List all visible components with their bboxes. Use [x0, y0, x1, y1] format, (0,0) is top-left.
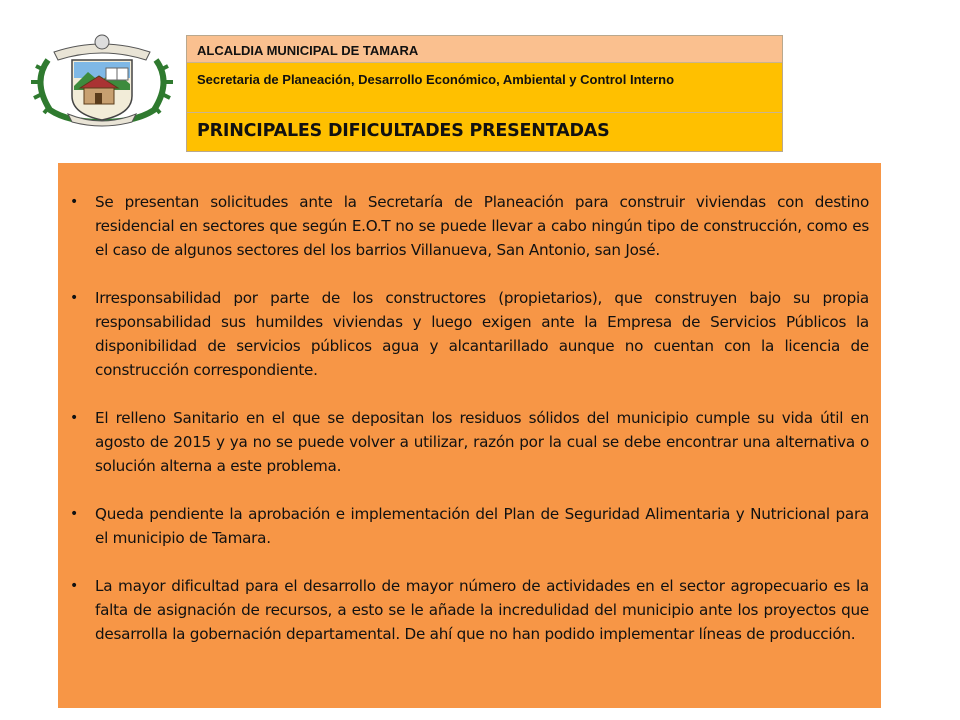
header-table [186, 35, 783, 152]
list-item [70, 502, 869, 550]
list-item [70, 406, 869, 478]
coat-of-arms-icon [28, 30, 176, 128]
list-item-text: El relleno Sanitario en el que se depositan los residuos sólidos del municipio cumple su vida útil en agosto de 2015 y ya no se puede volver a utilizar, razón por la cual se debe encontrar una alternativa o solución alterna a este problema. [95, 409, 869, 475]
municipal-logo [28, 30, 176, 128]
bullet-icon: • [70, 194, 79, 210]
header-department: Secretaria de Planeación, Desarrollo Económico, Ambiental y Control Interno [187, 63, 782, 113]
difficulties-list [70, 190, 869, 646]
bullet-icon: • [70, 506, 79, 522]
list-item [70, 574, 869, 646]
content-panel [58, 163, 881, 708]
list-item-text: La mayor dificultad para el desarrollo de mayor número de actividades en el sector agropecuario es la falta de asignación de recursos, a esto se le añade la incredulidad del municipio ante los proyectos que desarrolla la gobernación departamental. De ahí que no han podido implementar líneas de producción. [95, 577, 869, 643]
bullet-icon: • [70, 410, 79, 426]
list-item-text: Queda pendiente la aprobación e implementación del Plan de Seguridad Alimentaria y Nutricional para el municipio de Tamara. [95, 505, 869, 547]
list-item-text: Se presentan solicitudes ante la Secretaría de Planeación para construir viviendas con destino residencial en sectores que según E.O.T no se puede llevar a cabo ningún tipo de construcción, como es el caso de algunos sectores del los barrios Villanueva, San Antonio, san José. [95, 193, 869, 259]
list-item [70, 286, 869, 382]
bullet-icon: • [70, 290, 79, 306]
header-title: PRINCIPALES DIFICULTADES PRESENTADAS [187, 113, 782, 151]
list-item-text: Irresponsabilidad por parte de los constructores (propietarios), que construyen bajo su propia responsabilidad sus humildes viviendas y luego exigen ante la Empresa de Servicios Públicos la disponibilidad de servicios públicos agua y alcantarillado aunque no cuentan con la licencia de construcción correspondiente. [95, 289, 869, 379]
bullet-icon: • [70, 578, 79, 594]
header-municipality: ALCALDIA MUNICIPAL DE TAMARA [187, 36, 782, 63]
list-item [70, 190, 869, 262]
